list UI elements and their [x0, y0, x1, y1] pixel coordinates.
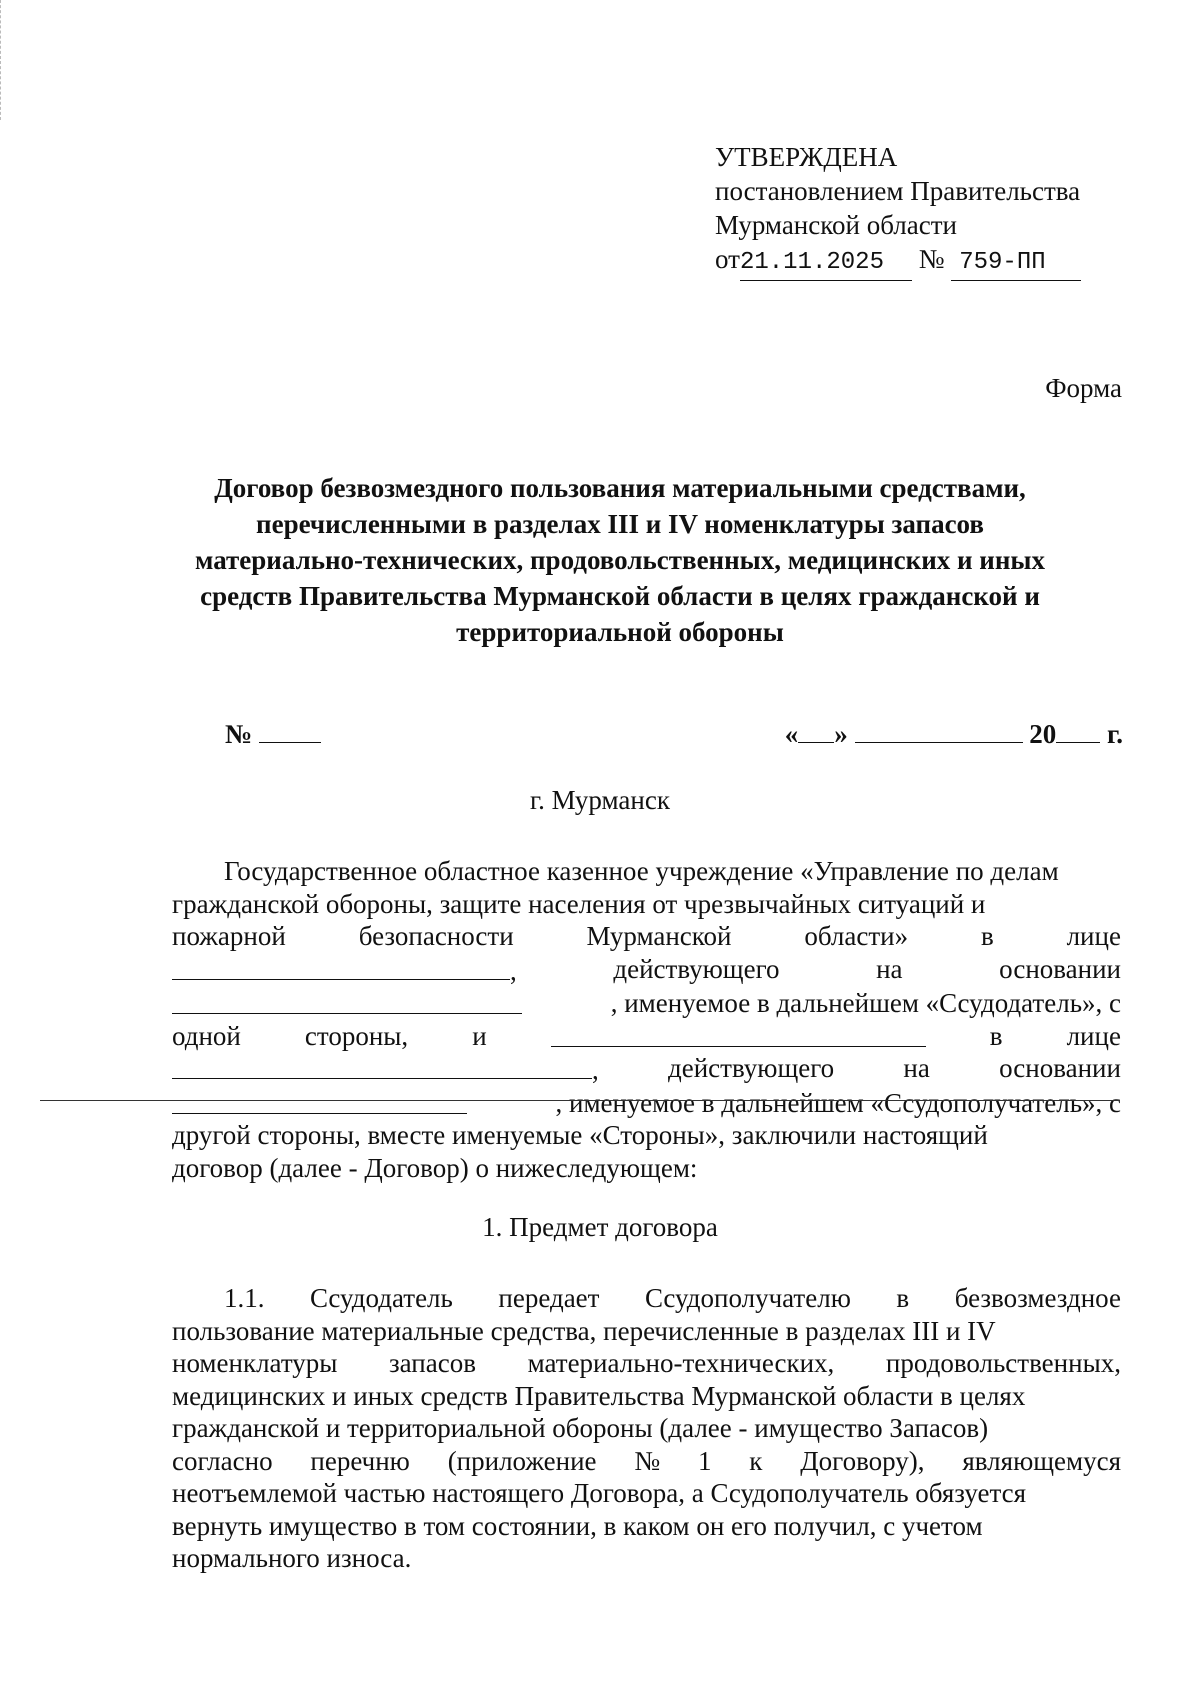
clause-line-3: [172, 1347, 1121, 1380]
preamble-word: основании: [999, 953, 1121, 984]
clause-line-5: [172, 1412, 1121, 1445]
form-label: Форма: [1045, 373, 1122, 403]
preamble-word: стороны,: [304, 1020, 409, 1051]
number-sign: №: [225, 719, 253, 749]
clause-text-9: нормального износа.: [172, 1543, 412, 1573]
title-line-3: материально-технических, продовольственных, медицинских и иных: [195, 545, 1045, 575]
clause-text-7: неотъемлемой частью настоящего Договора, а Ссудополучатель обязуется: [172, 1478, 1027, 1508]
representative-blank-group: [172, 953, 517, 988]
clause-word: безвозмездное: [954, 1283, 1121, 1313]
clause-text-5: гражданской и территориальной обороны (далее - имущество Запасов): [172, 1413, 989, 1443]
clause-line-9: [172, 1542, 1121, 1575]
approval-date-line: [715, 242, 1081, 281]
clause-word: 1: [697, 1445, 712, 1476]
preamble-line-4: [172, 953, 1121, 988]
representative-name-blank: [172, 953, 510, 980]
title-line-4: средств Правительства Мурманской области в целях гражданской и: [200, 581, 1040, 611]
preamble-line-10: [172, 1152, 1121, 1185]
clause-1-1: [172, 1282, 1121, 1575]
preamble-comma: ,: [510, 955, 517, 986]
approval-number: 759-ПП: [951, 246, 1081, 281]
clause-word: Ссудополучателю: [645, 1283, 851, 1313]
preamble-line-3: [172, 920, 1121, 953]
preamble-word: безопасности: [358, 921, 514, 951]
clause-text-4: медицинских и иных средств Правительства Мурманской области в целях: [172, 1380, 1026, 1411]
clause-word: материально-технических,: [527, 1348, 835, 1378]
clause-word: перечню: [310, 1445, 410, 1476]
title-line-1: Договор безвозмездного пользования материальными средствами,: [214, 473, 1026, 503]
preamble-word: области»: [804, 921, 909, 951]
preamble-word: Мурманской: [586, 921, 732, 951]
clause-text-8: вернуть имущество в том состоянии, в каком он его получил, с учетом: [172, 1510, 983, 1541]
clause-word: к: [749, 1445, 763, 1476]
preamble-text-9: другой стороны, вместе именуемые «Стороны», заключили настоящий: [172, 1120, 988, 1150]
approval-number-prefix: №: [918, 244, 945, 274]
preamble-line-5: [172, 987, 1121, 1020]
preamble-line-1: [172, 855, 1121, 888]
preamble-word: одной: [172, 1020, 241, 1051]
clause-word: являющемуся: [962, 1445, 1121, 1476]
clause-word: продовольственных,: [885, 1348, 1121, 1378]
preamble-line-6: [172, 1020, 1121, 1053]
clause-word: Договору),: [800, 1445, 925, 1476]
city-line: г. Мурманск: [530, 785, 670, 815]
preamble-word: пожарной: [172, 921, 286, 951]
date-year-prefix: 20: [1029, 719, 1057, 749]
preamble-text-5: , именуемое в дальнейшем «Ссудодатель», с: [610, 988, 1121, 1018]
preamble-word: в: [989, 1020, 1003, 1051]
preamble-line-2: [172, 888, 1121, 921]
contract-number-blank: [259, 718, 321, 743]
approval-date: 21.11.2025: [740, 246, 912, 281]
clause-line-6: [172, 1445, 1121, 1478]
preamble-word: на: [903, 1053, 930, 1083]
preamble-paragraph: [172, 855, 1121, 1184]
preamble-text-10: договор (далее - Договор) о нижеследующем:: [172, 1152, 698, 1183]
clause-word: номенклатуры: [172, 1348, 338, 1378]
approval-line-1: постановлением Правительства: [715, 176, 1081, 206]
date-open-quote: «: [784, 719, 799, 749]
borrower-name-blank: [551, 1020, 926, 1047]
clause-line-1: [172, 1282, 1121, 1315]
clause-line-8: [172, 1510, 1121, 1543]
title-line-2: перечисленными в разделах III и IV номенклатуры запасов: [256, 509, 984, 539]
contract-number: [225, 718, 321, 750]
preamble-line-7: [172, 1052, 1121, 1087]
preamble-word: лице: [1066, 1020, 1121, 1051]
scan-strike-line: [40, 1100, 1120, 1101]
preamble-word: основании: [999, 1053, 1121, 1083]
approval-block: [715, 140, 1081, 281]
clause-number: 1.1.: [224, 1283, 265, 1313]
clause-word: передает: [498, 1283, 600, 1313]
clause-word: Ссудодатель: [310, 1283, 453, 1313]
preamble-word: действующего: [613, 953, 780, 984]
preamble-text-8: , именуемое в дальнейшем «Ссудополучатель», с: [555, 1087, 1121, 1118]
basis-document-blank: [172, 987, 522, 1014]
preamble-comma: ,: [592, 1055, 599, 1085]
clause-word: (приложение: [447, 1445, 597, 1476]
clause-word: в: [896, 1283, 910, 1313]
date-year-blank: [1056, 718, 1100, 743]
preamble-word: действующего: [668, 1053, 835, 1083]
preamble-word: на: [876, 953, 903, 984]
contract-number-date-row: [225, 718, 1123, 754]
preamble-text-1: Государственное областное казенное учреждение «Управление по делам: [224, 856, 1059, 886]
clause-word: согласно: [172, 1445, 273, 1476]
clause-word: запасов: [389, 1348, 476, 1378]
clause-text-2: пользование материальные средства, перечисленные в разделах III и IV: [172, 1315, 996, 1346]
scan-edge-mark: [0, 0, 4, 120]
date-day-blank: [798, 718, 834, 743]
date-close-quote: »: [834, 719, 848, 749]
clause-line-4: [172, 1380, 1121, 1413]
clause-word: №: [634, 1445, 661, 1476]
contract-date: [785, 718, 1123, 750]
preamble-word: и: [472, 1020, 487, 1051]
section-1-heading: 1. Предмет договора: [482, 1212, 718, 1242]
preamble-word: в: [980, 921, 994, 951]
approval-line-2: Мурманской области: [715, 210, 957, 240]
preamble-line-8: [172, 1087, 1121, 1120]
approval-from-prefix: от: [715, 244, 740, 274]
preamble-line-9: [172, 1119, 1121, 1152]
document-title: [160, 470, 1080, 650]
title-line-5: территориальной обороны: [456, 617, 784, 647]
date-year-suffix: г.: [1107, 719, 1123, 749]
clause-line-2: [172, 1315, 1121, 1348]
date-month-blank: [855, 718, 1023, 743]
borrower-representative-group: [172, 1052, 599, 1087]
borrower-representative-blank: [172, 1052, 592, 1079]
preamble-text-2: гражданской обороны, защите населения от чрезвычайных ситуаций и: [172, 888, 986, 919]
clause-line-7: [172, 1477, 1121, 1510]
preamble-word: лице: [1066, 921, 1121, 951]
approval-heading: УТВЕРЖДЕНА: [715, 142, 898, 172]
